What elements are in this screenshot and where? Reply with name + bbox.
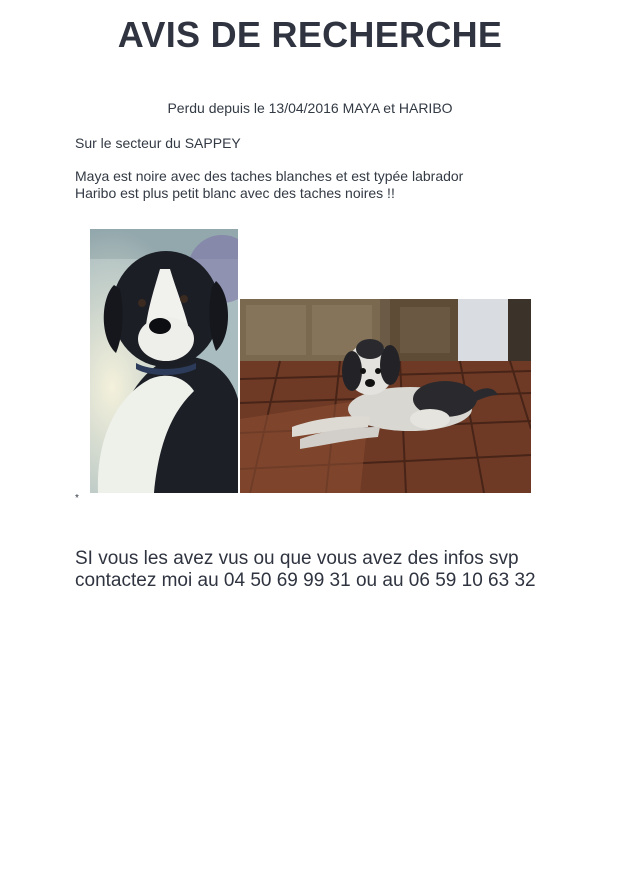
sector-text: Sur le secteur du SAPPEY bbox=[75, 135, 241, 151]
contact-line-1: SI vous les avez vus ou que vous avez des infos svp bbox=[75, 548, 519, 569]
maya-dog-illustration bbox=[90, 229, 238, 493]
lost-since-text: Perdu depuis le 13/04/2016 MAYA et HARIBO bbox=[167, 100, 453, 116]
asterisk-note: * bbox=[75, 493, 79, 504]
haribo-dog-illustration bbox=[240, 299, 531, 493]
maya-photo bbox=[90, 229, 238, 493]
contact-message bbox=[75, 548, 536, 592]
haribo-description: Haribo est plus petit blanc avec des taches noires !! bbox=[75, 185, 395, 201]
contact-line-2: contactez moi au 04 50 69 99 31 ou au 06 59 10 63 32 bbox=[75, 570, 536, 591]
poster-title: AVIS DE RECHERCHE bbox=[117, 14, 503, 55]
haribo-photo bbox=[240, 299, 531, 493]
maya-description: Maya est noire avec des taches blanches et est typée labrador bbox=[75, 168, 464, 184]
